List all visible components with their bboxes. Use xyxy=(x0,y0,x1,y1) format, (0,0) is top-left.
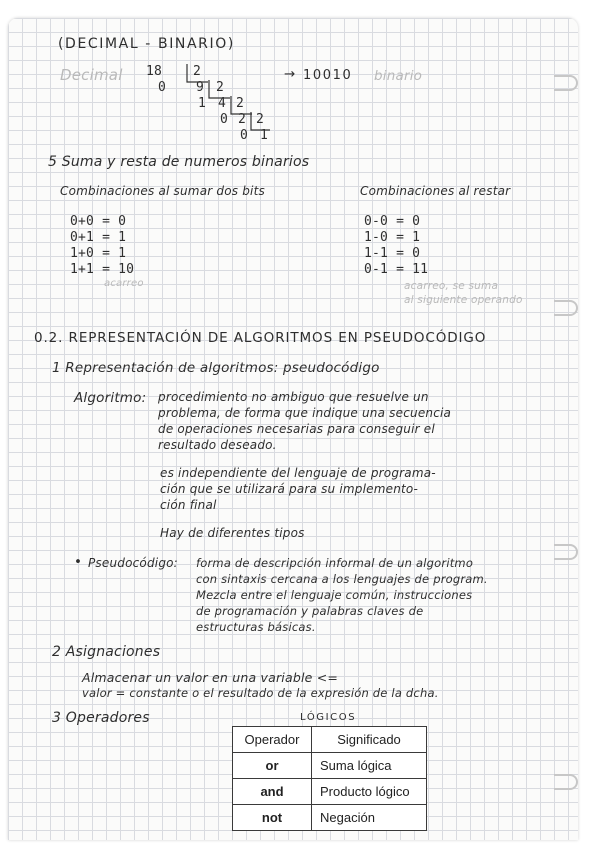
pseudo-line: forma de descripción informal de un algoritmo xyxy=(196,556,474,570)
division-number: 2 xyxy=(256,112,265,127)
sum-row: 1+0 = 1 xyxy=(70,246,127,261)
asign-line: Almacenar un valor en una variable <= xyxy=(82,670,339,685)
division-number: 1 xyxy=(198,96,207,111)
division-lines xyxy=(8,18,578,158)
result-arrow: → xyxy=(284,66,296,82)
division-number: 2 xyxy=(238,112,247,127)
binder-ring xyxy=(554,774,578,790)
header-operador: Operador xyxy=(233,727,312,753)
bullet: • xyxy=(74,554,83,570)
independ-line: ción final xyxy=(160,498,217,512)
sub-note: acarreo, se suma xyxy=(404,280,499,292)
page-title: (DECIMAL - BINARIO) xyxy=(58,36,235,52)
operator-cell: or xyxy=(233,753,312,779)
division-number: 0 xyxy=(158,80,167,95)
sub-row: 1-1 = 0 xyxy=(364,246,421,261)
header-significado: Significado xyxy=(312,727,427,753)
algoritmo-label: Algoritmo: xyxy=(74,390,147,406)
division-number: 0 xyxy=(240,128,249,143)
tipos-line: Hay de diferentes tipos xyxy=(160,526,305,540)
sum-row: 1+1 = 10 xyxy=(70,262,135,277)
subsection3-heading: 3 Operadores xyxy=(52,710,150,726)
sum-title: Combinaciones al sumar dos bits xyxy=(60,184,265,198)
pseudo-label: Pseudocódigo: xyxy=(88,556,178,570)
subsection1-heading: 1 Representación de algoritmos: pseudocódigo xyxy=(52,360,380,376)
section5-heading: 5 Suma y resta de numeros binarios xyxy=(48,154,310,170)
division-number: 4 xyxy=(218,96,227,111)
sum-note: acarreo xyxy=(104,278,144,289)
meaning-cell: Suma lógica xyxy=(312,753,427,779)
operator-cell: not xyxy=(233,805,312,831)
algoritmo-line: problema, de forma que indique una secuencia xyxy=(158,406,452,420)
binder-ring xyxy=(554,300,578,316)
notebook-page xyxy=(8,18,578,840)
division-number: 2 xyxy=(216,80,225,95)
sub-title: Combinaciones al restar xyxy=(360,184,511,198)
meaning-cell: Producto lógico xyxy=(312,779,427,805)
division-number: 18 xyxy=(146,64,163,79)
sum-row: 0+1 = 1 xyxy=(70,230,127,245)
division-number: 2 xyxy=(193,64,202,79)
binder-ring xyxy=(554,544,578,560)
operator-cell: and xyxy=(233,779,312,805)
section02-heading: 0.2. REPRESENTACIÓN DE ALGORITMOS EN PSEUDOCÓDIGO xyxy=(34,330,487,346)
pseudo-line: Mezcla entre el lenguaje común, instrucciones xyxy=(196,588,473,602)
table-row xyxy=(233,779,427,805)
sum-row: 0+0 = 0 xyxy=(70,214,127,229)
division-number: 0 xyxy=(220,112,229,127)
pseudo-line: estructuras básicas. xyxy=(196,620,316,634)
operators-table xyxy=(232,726,427,831)
division-number: 1 xyxy=(260,128,269,143)
sub-row: 1-0 = 1 xyxy=(364,230,421,245)
meaning-cell: Negación xyxy=(312,805,427,831)
pseudo-line: de programación y palabras claves de xyxy=(196,604,424,618)
sub-note: al siguiente operando xyxy=(404,294,523,306)
table-row xyxy=(233,753,427,779)
division-number: 2 xyxy=(236,96,245,111)
independ-line: ción que se utilizará para su implemento- xyxy=(160,482,418,496)
sub-row: 0-0 = 0 xyxy=(364,214,421,229)
division-number: 9 xyxy=(196,80,205,95)
algoritmo-line: de operaciones necesarias para conseguir el xyxy=(158,422,435,436)
subsection2-heading: 2 Asignaciones xyxy=(52,644,161,660)
logicos-label: LÓGICOS xyxy=(300,712,357,723)
table-header-row xyxy=(233,727,427,753)
binary-label: binario xyxy=(374,68,423,84)
algoritmo-line: procedimiento no ambiguo que resuelve un xyxy=(158,390,429,404)
sub-row: 0-1 = 11 xyxy=(364,262,429,277)
pseudo-line: con sintaxis cercana a los lenguajes de program. xyxy=(196,572,488,586)
algoritmo-line: resultado deseado. xyxy=(158,438,277,452)
independ-line: es independiente del lenguaje de programa- xyxy=(160,466,436,480)
decimal-label: Decimal xyxy=(60,66,123,84)
binary-result: 10010 xyxy=(303,68,353,83)
table-row xyxy=(233,805,427,831)
asign-line: valor = constante o el resultado de la expresión de la dcha. xyxy=(82,686,439,700)
